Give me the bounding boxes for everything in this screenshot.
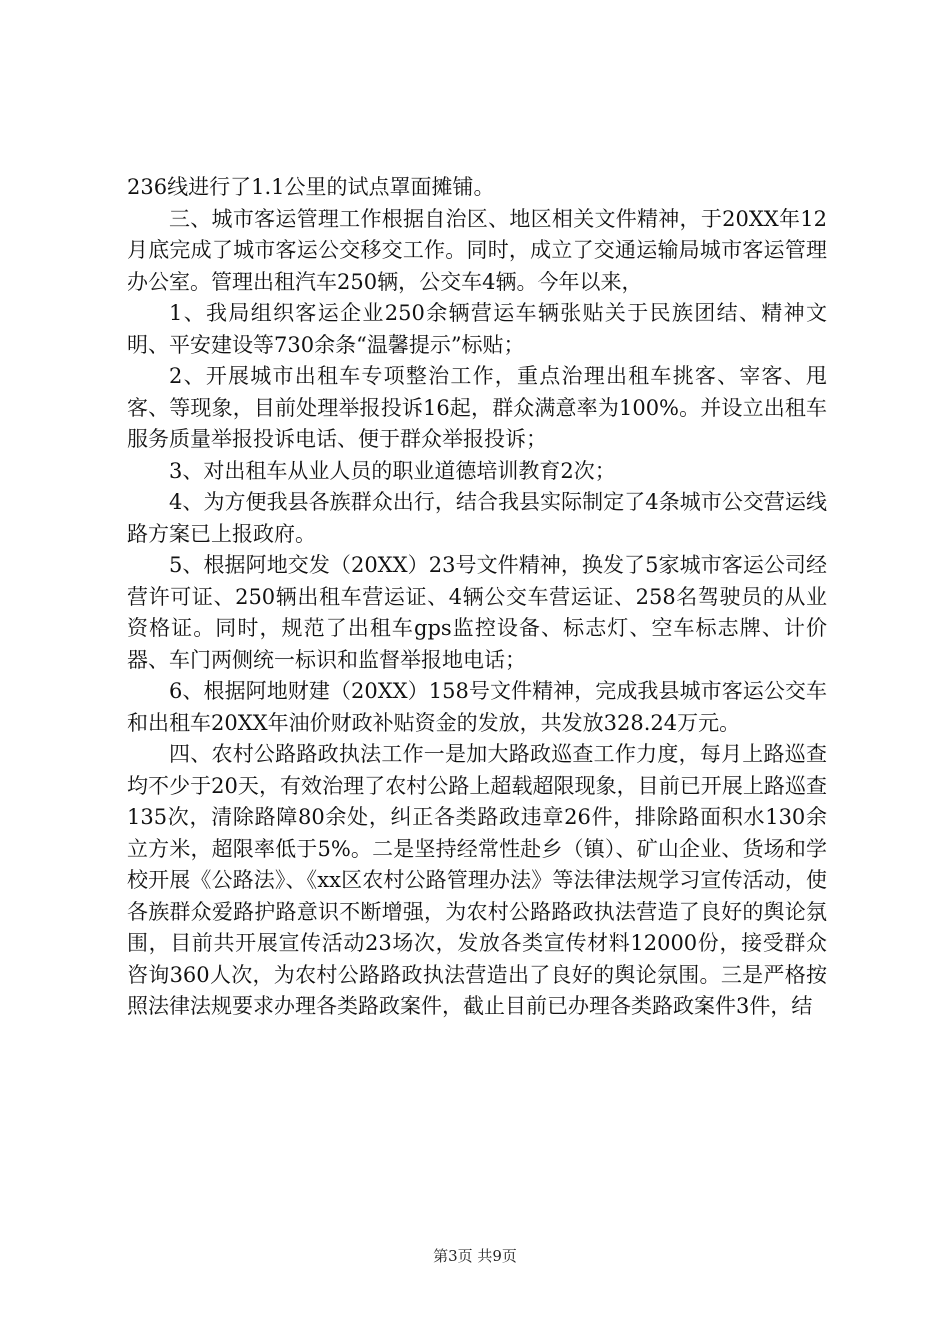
paragraph-item-1: 1、我局组织客运企业250余辆营运车辆张贴关于民族团结、精神文明、平安建设等730余条“温馨提示”标贴；: [127, 301, 827, 357]
paragraph-section-three: 三、城市客运管理工作根据自治区、地区相关文件精神，于20XX年12月底完成了城市客运公交移交工作。同时，成立了交通运输局城市客运管理办公室。管理出租汽车250辆，公交车4辆。今年以来，: [127, 206, 827, 294]
page-number-footer: 第3页 共9页: [433, 1247, 517, 1265]
paragraph-item-4: 4、为方便我县各族群众出行，结合我县实际制定了4条城市公交营运线路方案已上报政府。: [127, 490, 827, 546]
paragraph-item-2: 2、开展城市出租车专项整治工作，重点治理出租车挑客、宰客、甩客、等现象，目前处理举报投诉16起，群众满意率为100%。并设立出租车服务质量举报投诉电话、便于群众举报投诉；: [127, 364, 827, 451]
paragraph-item-3: 3、对出租车从业人员的职业道德培训教育2次；: [169, 458, 616, 483]
paragraph-item-6: 6、根据阿地财建（20XX）158号文件精神，完成我县城市客运公交车和出租车20XX年油价财政补贴资金的发放，共发放328.24万元。: [127, 679, 827, 735]
document-body: [127, 172, 827, 1023]
paragraph-item-5: 5、根据阿地交发（20XX）23号文件精神，换发了5家城市客运公司经营许可证、250辆出租车营运证、4辆公交车营运证、258名驾驶员的从业资格证。同时，规范了出租车gps监控设备、标志灯、空车标志牌、计价器、车门两侧统一标识和监督举报地电话；: [127, 553, 827, 672]
paragraph-continuation: 236线进行了1.1公里的试点罩面摊铺。: [127, 175, 495, 199]
paragraph-section-four: 四、农村公路路政执法工作一是加大路政巡查工作力度，每月上路巡查均不少于20天，有效治理了农村公路上超载超限现象，目前已开展上路巡查135次，清除路障80余处，纠正各类路政违章26件，排除路面积水130余立方米，超限率低于5%。二是坚持经常性赴乡（镇）、矿山企业、货场和学校开展《公路法》、《xx区农村公路管理办法》等法律法规学习宣传活动，使各族群众爱路护路意识不断增强，为农村公路路政执法营造了良好的舆论氛围，目前共开展宣传活动23场次，发放各类宣传材料12000份，接受群众咨询360人次，为农村公路路政执法营造出了良好的舆论氛围。三是严格按照法律法规要求办理各类路政案件，截止目前已办理各类路政案件3件，结: [127, 742, 827, 1018]
